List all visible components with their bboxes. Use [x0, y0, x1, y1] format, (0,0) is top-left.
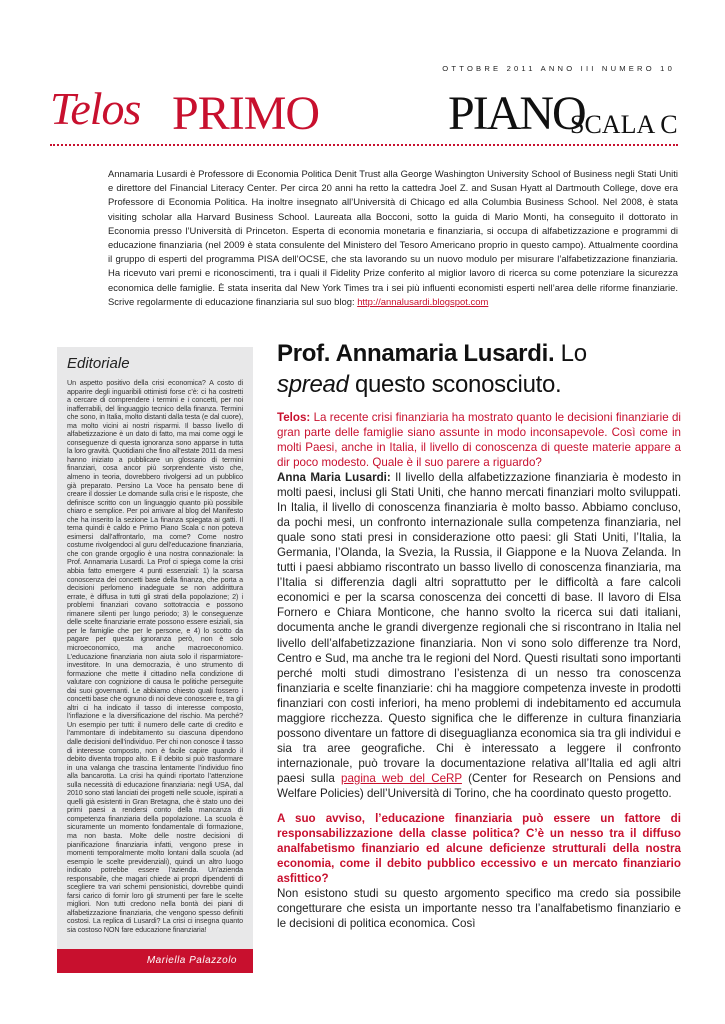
author-bio — [108, 168, 678, 310]
brand-scala: SCALA C — [570, 110, 678, 139]
cerp-link[interactable]: pagina web del CeRP — [341, 771, 462, 785]
brand-telos: Telos — [50, 83, 141, 134]
question-1-text: La recente crisi finanziaria ha mostrato quanto le decisioni finanziarie di gran parte delle famiglie siano assunte in modo inconsapevole. Così come in molti Paesi, anche in Italia, il livello di conoscenza di queste materie appare a dir poco modesto. Quale è il suo parere a riguardo? — [277, 411, 681, 469]
brand-primo: PRIMO — [172, 87, 320, 140]
answer-1 — [277, 470, 681, 801]
answer-1-label: Anna Maria Lusardi: — [277, 471, 391, 484]
answer-1-tail: (Center for Research on Pensions and Welfare Policies) dell’Università di Torino, che ha coordinato questo progetto. — [277, 771, 681, 800]
masthead-logo — [50, 83, 680, 142]
editorial-title: Editoriale — [67, 355, 130, 372]
headline-italic: spread — [277, 371, 349, 398]
answer-1-text: Il livello della alfabetizzazione finanziaria è modesto in molti paesi, inclusi gli Stati Uniti, che hanno mercati finanziari molto sviluppati. In Italia, il livello di conoscenza finanziaria è molto basso. Abbiamo concluso, da pochi mesi, un confronto internazionale sulla competenza finanziaria, nel quale sono stati presi in considerazione otto paesi: gli Stati Uniti, l’Italia, la Germania, l’Olanda, la Svezia, la Russia, il Giappone e la Nuova Zelanda. In tutti i paesi abbiamo riscontrato un basso livello di conoscenza finanziaria, ma l’Italia si differenzia dagli altri soprattutto per le difficoltà a fare calcoli economici e per la scarsa conoscenza dei concetti di base. Il lavoro di Elsa Fornero e Chiara Monticone, che hanno svolto la ricerca sui dati italiani, documenta anche le grandi divergenze regionali che si riscontrano in Italia nel livello dell’alfabetizzazione finanziaria. Non vi sono solo differenze tra Nord, Centro e Sud, ma anche tra le regioni del Nord. Questi risultati sono importanti perché molti studi dimostrano l’esistenza di un nesso tra conoscenza finanziaria e scelte finanziarie: chi ha maggiore competenza investe in prodotti finanziari con costi inferiori, ha meno problemi di indebitamento ed accumula maggiore ricchezza. Questo significa che le differenze in cultura finanziaria possono diventare un fattore di diseguaglianza economica sia tra gli individui e sia tra aree geografiche. Chi è interessato a leggere il confronto internazionale, può trovare la documentazione relativa all’Italia ed agli altri paesi sulla — [277, 471, 681, 785]
headline-part1: Lo — [554, 340, 587, 367]
question-2: A suo avviso, l’educazione finanziaria può essere un fattore di responsabilizzazione della classe politica? C’è un nesso tra il diffuso analfabetismo finanziario ed alcune deficienze strutturali della nostra economia, come il debito pubblico eccessivo e un mercato finanziario asfittico? — [277, 812, 681, 886]
question-1-label: Telos: — [277, 411, 311, 424]
blog-link[interactable]: http://annalusardi.blogspot.com — [357, 296, 489, 308]
masthead-divider — [50, 144, 678, 146]
question-1 — [277, 410, 681, 470]
bio-text: Annamaria Lusardi è Professore di Economia Politica Denit Trust alla George Washington University School of Business negli Stati Uniti e direttore del Financial Literacy Center. Per circa 20 anni ha retto la cattedra Joel Z. and Susan Hyatt al Dartmouth College, dove era Professore di Economia Politica. Ha inoltre insegnato all’Università di Chicago ed alla Columbia Business School. Nel 2008, è stata visiting scholar alla Harvard Business School. Laureata alla Bocconi, sotto la guida di Mario Monti, ha conseguito il dottorato in Economia presso l’Università di Princeton. Esperta di economia monetaria e finanziaria, si occupa di alfabetizzazione e programmi di educazione finanziaria (nel 2009 è stata consulente del Ministero del Tesoro Americano proprio in questo campo). Attualmente coordina il gruppo di esperti del programma PISA dell’OCSE, che sta lavorando su un nuovo modulo per misurare l’alfabetizzazione finanziaria. Ha ricevuto vari premi e riconoscimenti, tra i quali il Fidelity Prize conferito al miglior lavoro di ricerca su come potenziare la sicurezza economica delle famiglie. È stata inserita dal New York Times tra i sei più influenti economisti esperti nell’area delle riforme finanziarie. Scrive regolarmente di educazione finanziaria sul suo blog: — [108, 169, 678, 308]
editorial-author: Mariella Palazzolo — [57, 949, 253, 973]
headline-part2: questo sconosciuto. — [348, 371, 562, 398]
interview-article — [277, 338, 681, 931]
answer-2: Non esistono studi su questo argomento specifico ma credo sia possibile congetturare che esista un importante nesso tra l’analfabetismo finanziario e le decisioni di politica economica. Così — [277, 887, 681, 931]
issue-line: OTTOBRE 2011 ANNO III NUMERO 10 — [442, 64, 675, 73]
article-headline — [277, 338, 681, 400]
editorial-sidebar — [57, 347, 253, 973]
editorial-text: Un aspetto positivo della crisi economica? A costo di apparire degli inguaribili ottimisti forse c’è: ci ha costretti a cercare di comprendere i termini e i concetti, per noi inafferrabili, del linguaggio tecnico della finanza. Termini che sono, in Italia, molto distanti dalla testa (e dal cuore), ma molto vicini ai nostri risparmi. Il basso livello di alfabetizzazione è un dato di fatto, ma mai come oggi le conseguenze di questa ignoranza sono apparse in tutta la loro gravità. Quotidiani che fino all’estate 2011 da mesi hanno iniziato a pubblicare un glossario di termini finanziari, cosa ancor più sorprendente visto che, almeno in teoria, dovrebbero rivolgersi ad un pubblico già preparato. Persino La Voce ha pensato bene di creare il dossier Le domande sulla crisi e le risposte, che definisce scritto con un linguaggio quanto più possibile chiaro e semplice. Per poi arrivare al blog del Manifesto che ha inserito la sezione La finanza spiegata ai gatti. Il tema quindi è caldo e Primo Piano Scala c non poteva esimersi dall’affrontarlo, ma come? Come nostro costume rivolgendoci al guru dell’educazione finanziaria, che con grande orgoglio è una nostra connazionale: la Prof. Annamaria Lusardi. La Prof ci spiega come la crisi abbia fatto emergere 4 punti essenziali: 1) la scarsa conoscenza dei concetti base della finanza, che porta a decisioni perlomeno inadeguate se non addirittura errate, è diffusa in tutti gli strati della popolazione; 2) i problemi finanziari covano sottotraccia e possono rimanere silenti per lungo periodo; 3) le conseguenze delle scelte finanziarie errate possono essere esiziali, sia per le famiglie che per le persone, e 4) lo scotto da pagare per questa ignoranza però, non è solo microeconomico, ma anche macroeconomico. L’educazione finanziaria non aiuta solo il risparmiatore-investitore. In una democrazia, è uno strumento di formazione che mette il cittadino nella condizione di valutare con cognizione di causa le politiche perseguite dai suoi governanti. Le abbiamo chiesto quali fossero i concetti base che ognuno di noi deve conoscere e, tra gli altri ci ha indicato il tasso di interesse composto, l’inflazione e la diversificazione del rischio. Ma perché? Un esempio per tutti: il numero delle carte di credito e l’ammontare di indebitamento su ciascuna dipendono dalle decisioni dell’individuo. Per chi non conosce il tasso di interesse composto, non è facile capire quando il debito diventa troppo alto. E il debito si può trasformare in una valanga che trascina lentamente l’individuo fino alla bancarotta. La crisi ha quindi riportato l’attenzione sulla necessità di educazione finanziaria: negli USA, dal 2010 sono stati lanciati dei progetti nelle scuole, ispirati a quelli già esistenti in Gran Bretagna, che è stato uno dei primi paesi a rendersi conto della mancanza di competenza finanziaria della popolazione. La scuola è sicuramente un momento fondamentale di formazione, ma non basta. Molte delle nostre decisioni di pianificazione finanziaria infatti, vengono prese in momenti temporalmente molto lontani dalla scuola (ad esempio le scelte previdenziali), quindi un altro luogo indicato potrebbe essere l’azienda. Un’azienda responsabile, che magari chiede ai propri dipendenti di scegliere tra vari schemi pensionistici, dovrebbe quindi farsi carico di fornir loro gli strumenti per fare le scelte migliori. Non tutti credono nella bontà dei piani di alfabetizzazione finanziaria, che vengono spesso definiti costosi. La replica di Lusardi? La crisi ci insegna quanto sia costoso NON fare educazione finanziaria! — [67, 378, 243, 934]
headline-name: Prof. Annamaria Lusardi. — [277, 340, 555, 367]
brand-piano: PIANO — [448, 87, 585, 140]
